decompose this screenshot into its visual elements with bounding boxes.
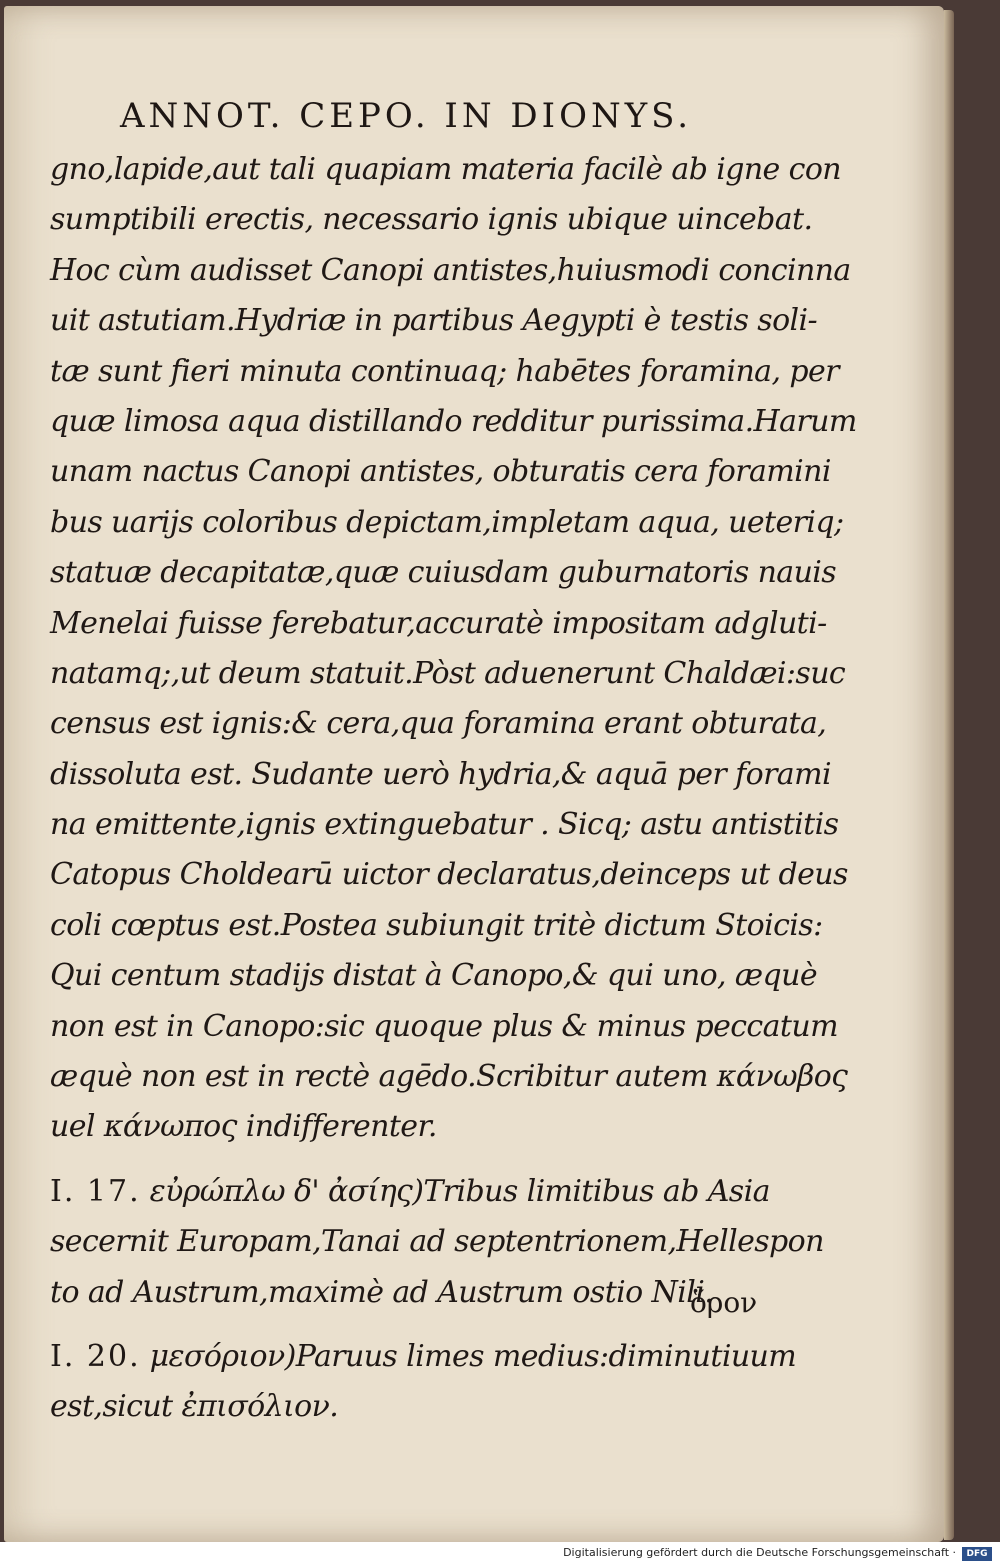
- text-line: uel κάνωπος indifferenter.: [50, 1109, 437, 1145]
- note-line: est,sicut ἐπισόλιον.: [50, 1389, 339, 1425]
- note-line: to ad Austrum,maximè ad Austrum ostio Nili.: [50, 1274, 714, 1310]
- text-line: Menelai fuisse ferebatur,accuratè impositam adgluti-: [50, 605, 827, 641]
- note-line: [50, 1167, 770, 1217]
- text-line: coli cœptus est.Postea subiungit tritè dictum Stoicis:: [50, 907, 823, 943]
- note-text: εὐρώπλω δ' ἀσίης)Tribus limitibus ab Asia: [149, 1173, 770, 1209]
- text-line: Hoc cùm audisset Canopi antistes,huiusmodi concinna: [50, 252, 851, 288]
- footer-bar: [0, 1542, 1000, 1566]
- page-edge: [944, 10, 954, 1540]
- text-line: tæ sunt fieri minuta continuaq; habētes foramina, per: [50, 353, 839, 389]
- text-line: gno,lapide,aut tali quapiam materia facilè ab igne con: [50, 152, 842, 187]
- text-line: non est in Canopo:sic quoque plus & minus peccatum: [50, 1008, 838, 1044]
- text-line: uit astutiam.Hydriæ in partibus Aegypti è testis soli-: [50, 303, 818, 339]
- text-line: Qui centum stadijs distat à Canopo,& qui uno, æquè: [50, 958, 817, 994]
- text-line: natamq;,ut deum statuit.Pòst aduenerunt Chaldæi:suc: [50, 655, 846, 691]
- text-line: na emittente,ignis extinguebatur . Sicq; astu antistitis: [50, 807, 839, 843]
- note-text: μεσόριον)Paruus limes medius:diminutiuum: [149, 1338, 797, 1374]
- text-line: dissoluta est. Sudante uerò hydria,& aquā per forami: [50, 756, 831, 792]
- footer-credit: Digitalisierung gefördert durch die Deutsche Forschungsgemeinschaft ·: [563, 1546, 956, 1559]
- note-line: [50, 1332, 797, 1382]
- note-line: secernit Europam,Tanai ad septentrionem,Hellespon: [50, 1224, 824, 1260]
- text-line: unam nactus Canopi antistes, obturatis cera foramini: [50, 454, 831, 490]
- text-line: æquè non est in rectè agēdo.Scribitur autem κάνωβος: [50, 1059, 848, 1095]
- catchword: ὅρον: [690, 1286, 758, 1319]
- text-line: statuæ decapitatæ,quæ cuiusdam guburnatoris nauis: [50, 555, 837, 591]
- text-line: quæ limosa aqua distillando redditur purissima.Harum: [50, 403, 857, 439]
- text-line: census est ignis:& cera,qua foramina erant obturata,: [50, 706, 827, 742]
- text-block: [50, 145, 857, 1433]
- text-line: Catopus Choldearū uictor declaratus,deinceps ut deus: [50, 857, 848, 893]
- text-line: sumptibili erectis, necessario ignis ubique uincebat.: [50, 202, 813, 238]
- text-line: bus uarijs coloribus depictam,impletam aqua, ueteriq;: [50, 504, 844, 540]
- running-head: ANNOT. CEPO. IN DIONYS.: [120, 96, 693, 136]
- dfg-logo: DFG: [962, 1547, 992, 1561]
- note-reference: I. 17.: [50, 1173, 141, 1209]
- note-reference: I. 20.: [50, 1338, 141, 1374]
